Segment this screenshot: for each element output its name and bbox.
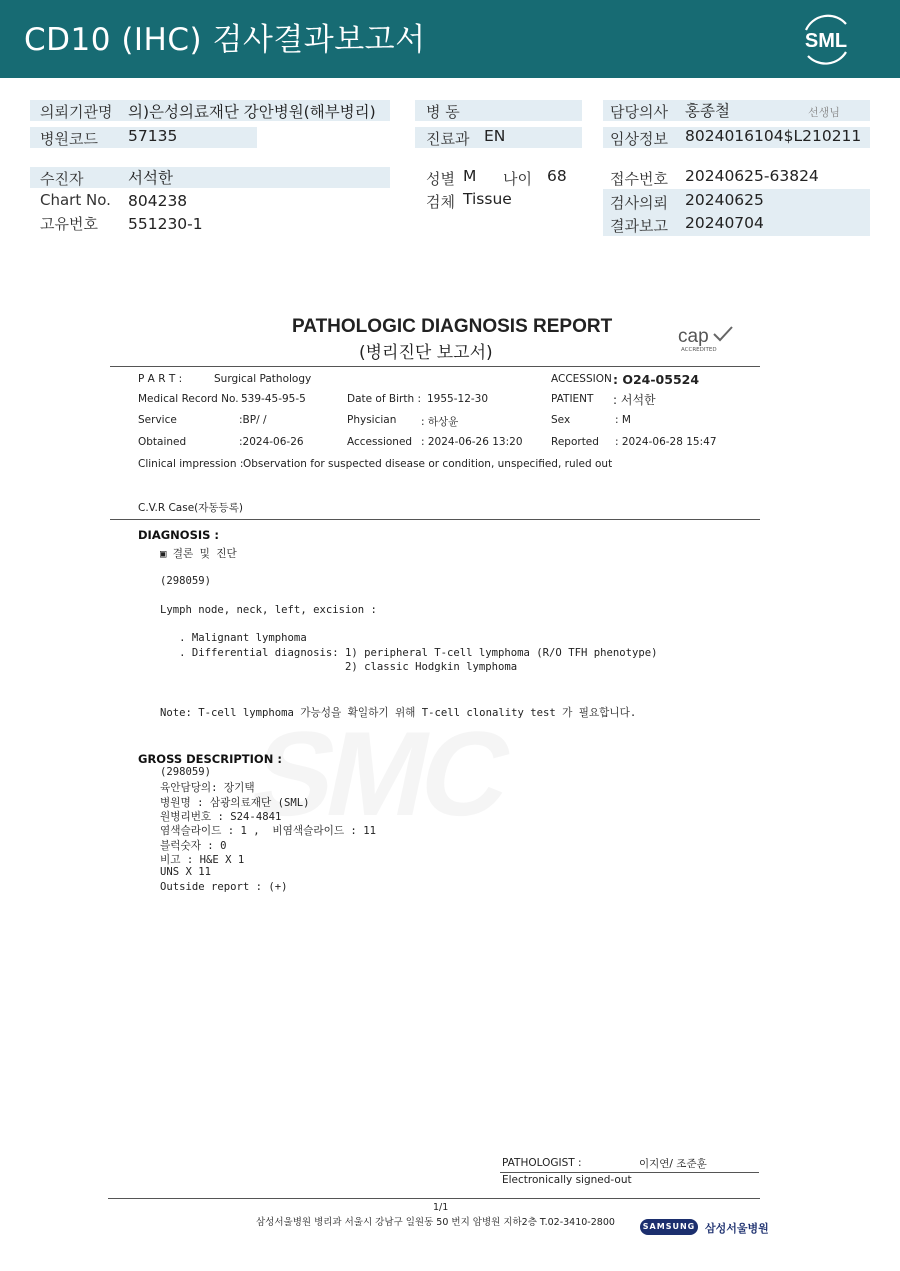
specimen-label: 검체 (426, 193, 455, 211)
cap-accredited-logo (678, 326, 736, 356)
footer-address: 삼성서울병원 병리과 서울시 강남구 일원동 50 번지 암병원 지하2층 T.02-3410-2800 (256, 1217, 615, 1228)
cap-text: cap (678, 326, 709, 347)
chart-value: 804238 (128, 192, 188, 210)
signature-rule (500, 1172, 759, 1173)
request-label: 검사의뢰 (610, 194, 668, 212)
accession-label: ACCESSION (551, 373, 612, 385)
hospital-code-label: 병원코드 (40, 130, 98, 148)
unique-label: 고유번호 (40, 215, 98, 233)
samsung-logo: SAMSUNG (640, 1219, 698, 1235)
dob-label: Date of Birth : (347, 393, 421, 405)
clinical-impression-value: Observation for suspected disease or condition, unspecified, ruled out (243, 458, 613, 470)
receipt-label: 접수번호 (610, 170, 668, 188)
gross-line: 염색슬라이드 : 1 , 비염색슬라이드 : 11 (160, 825, 376, 837)
diagnosis-line: . Differential diagnosis: 1) peripheral T-cell lymphoma (R/O TFH phenotype) (160, 647, 658, 659)
part-label: P A R T : (138, 373, 183, 385)
clinical-info-label: 임상정보 (610, 130, 668, 148)
mrn-label: Medical Record No. : (138, 393, 246, 405)
part-value: Surgical Pathology (214, 373, 312, 385)
patient-label: 수진자 (40, 170, 84, 188)
receipt-value: 20240625-63824 (685, 167, 819, 185)
page-title: CD10 (IHC) 검사결과보고서 (24, 22, 426, 58)
gross-line: Outside report : (+) (160, 881, 288, 893)
sex-value: M (463, 167, 477, 185)
sml-logo (796, 12, 856, 66)
gross-line: 비고 : H&E X 1 (160, 854, 245, 866)
institution-value: 의)은성의료재단 강안병원(해부병리) (128, 103, 376, 121)
report-title: PATHOLOGIC DIAGNOSIS REPORT (292, 316, 613, 337)
reported-value: : 2024-06-28 15:47 (615, 436, 717, 448)
service-label: Service (138, 414, 177, 426)
report-patient-label: PATIENT (551, 393, 594, 405)
diagnosis-heading: DIAGNOSIS : (138, 528, 220, 542)
gross-line: 육안담당의: 장기택 (160, 782, 255, 794)
request-value: 20240625 (685, 191, 764, 209)
report-mid-rule (110, 519, 760, 520)
report-top-rule (110, 366, 760, 367)
report-patient-value: : 서석한 (613, 393, 656, 407)
dept-value: EN (484, 127, 506, 145)
clinical-info-value: 8024016104$L210211 (685, 127, 862, 145)
logo-text: SML (804, 30, 848, 52)
ward-label: 병 동 (426, 103, 460, 121)
pathologist-label: PATHOLOGIST : (502, 1157, 582, 1169)
physician-label: Physician (347, 414, 397, 426)
obtained-label: Obtained (138, 436, 187, 448)
diagnosis-line: 2) classic Hodgkin lymphoma (160, 661, 518, 673)
patient-value: 서석한 (128, 169, 173, 187)
result-value: 20240704 (685, 214, 764, 232)
result-label: 결과보고 (610, 217, 668, 235)
cap-sub: ACCREDITED (681, 347, 717, 353)
diagnosis-line: (298059) (160, 575, 212, 587)
gross-heading: GROSS DESCRIPTION : (138, 752, 282, 766)
report-sex-label: Sex (551, 414, 571, 426)
obtained-value: :2024-06-26 (239, 436, 304, 448)
physician-value: : 하상윤 (421, 416, 459, 428)
doctor-value: 홍종철 (685, 102, 730, 120)
checkmark-icon (712, 326, 734, 342)
report-subtitle: (병리진단 보고서) (359, 343, 493, 363)
dept-label: 진료과 (426, 130, 470, 148)
sex-label: 성별 (426, 170, 455, 188)
footer-rule (108, 1198, 760, 1199)
unique-value: 551230-1 (128, 215, 203, 233)
signed-out-text: Electronically signed-out (502, 1174, 632, 1186)
page-number: 1/1 (433, 1202, 449, 1213)
specimen-value: Tissue (463, 190, 512, 208)
diagnosis-line: Lymph node, neck, left, excision : (160, 604, 377, 616)
clinical-impression-label: Clinical impression : (138, 458, 244, 470)
gross-line: 원병리번호 : S24-4841 (160, 811, 282, 823)
accessioned-label: Accessioned (347, 436, 413, 448)
diagnosis-line: ▣ 결론 및 진단 (160, 548, 237, 560)
gross-line: (298059) (160, 766, 212, 778)
age-value: 68 (547, 167, 567, 185)
diagnosis-note: Note: T-cell lymphoma 가능성을 확일하기 위해 T-cell clonality test 가 필요합니다. (160, 707, 637, 719)
diagnosis-line: . Malignant lymphoma (160, 632, 307, 644)
doctor-suffix: 선생님 (808, 106, 840, 119)
samsung-hospital-name: 삼성서울병원 (705, 1222, 769, 1235)
gross-line: 병원명 : 삼광의료재단 (SML) (160, 797, 310, 809)
dob-value: 1955-12-30 (427, 393, 489, 405)
doctor-label: 담당의사 (610, 103, 668, 121)
accessioned-value: : 2024-06-26 13:20 (421, 436, 523, 448)
age-label: 나이 (503, 170, 532, 188)
gross-line: UNS X 11 (160, 866, 212, 878)
report-sex-value: : M (615, 414, 631, 426)
accession-value: : O24-05524 (613, 372, 700, 387)
gross-line: 블럭숫자 : 0 (160, 840, 227, 852)
institution-label: 의뢰기관명 (40, 103, 113, 121)
hospital-code-value: 57135 (128, 127, 178, 145)
chart-label: Chart No. (40, 191, 111, 209)
service-value: :BP/ / (239, 414, 267, 426)
patient-band (30, 167, 390, 188)
pathologist-value: 이지연/ 조준훈 (639, 1158, 707, 1170)
cvr-case: C.V.R Case(자동등록) (138, 502, 243, 514)
mrn-value: 539-45-95-5 (241, 393, 306, 405)
reported-label: Reported (551, 436, 599, 448)
